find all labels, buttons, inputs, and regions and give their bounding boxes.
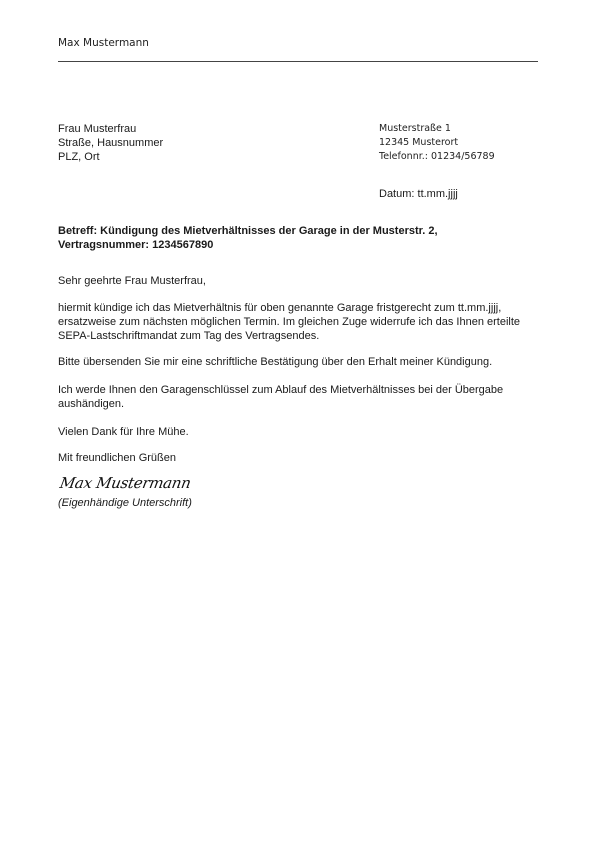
handwritten-signature: Max Mustermann <box>58 474 193 492</box>
paragraph-key-handover-line-1: Ich werde Ihnen den Garagenschlüssel zum Ablauf des Mietverhältnisses bei der Übergabe <box>58 384 504 396</box>
letter-date: Datum: tt.mm.jjjj <box>379 188 458 200</box>
paragraph-termination-line-3: SEPA-Lastschriftmandat zum Tag des Vertragsendes. <box>58 330 320 342</box>
sender-address <box>379 122 495 164</box>
header-divider <box>58 61 538 62</box>
recipient-address <box>58 122 163 164</box>
paragraph-key-handover <box>58 383 538 411</box>
closing-line: Mit freundlichen Grüßen <box>58 452 176 464</box>
recipient-street: Straße, Hausnummer <box>58 137 164 149</box>
thanks-line: Vielen Dank für Ihre Mühe. <box>58 426 189 438</box>
paragraph-termination-line-1: hiermit kündige ich das Mietverhältnis für oben genannte Garage fristgerecht zum tt.mm.jjjj, <box>58 302 502 314</box>
subject-line-2: Vertragsnummer: 1234567890 <box>58 239 214 251</box>
recipient-city: PLZ, Ort <box>58 151 100 163</box>
header-sender-name: Max Mustermann <box>58 37 149 49</box>
sender-phone: Telefonnr.: 01234/56789 <box>379 151 495 162</box>
paragraph-confirmation: Bitte übersenden Sie mir eine schriftliche Bestätigung über den Erhalt meiner Kündigung. <box>58 356 493 368</box>
subject-line <box>58 224 538 252</box>
subject-line-1: Betreff: Kündigung des Mietverhältnisses der Garage in der Musterstr. 2, <box>58 225 438 237</box>
sender-street: Musterstraße 1 <box>379 123 451 134</box>
paragraph-termination <box>58 301 538 343</box>
paragraph-key-handover-line-2: aushändigen. <box>58 398 125 410</box>
sender-city: 12345 Musterort <box>379 137 459 148</box>
salutation: Sehr geehrte Frau Musterfrau, <box>58 275 206 287</box>
recipient-name: Frau Musterfrau <box>58 123 137 135</box>
signature-note: (Eigenhändige Unterschrift) <box>58 497 192 509</box>
paragraph-termination-line-2: ersatzweise zum nächsten möglichen Termin. Im gleichen Zuge widerrufe ich das Ihnen erteilte <box>58 316 521 328</box>
